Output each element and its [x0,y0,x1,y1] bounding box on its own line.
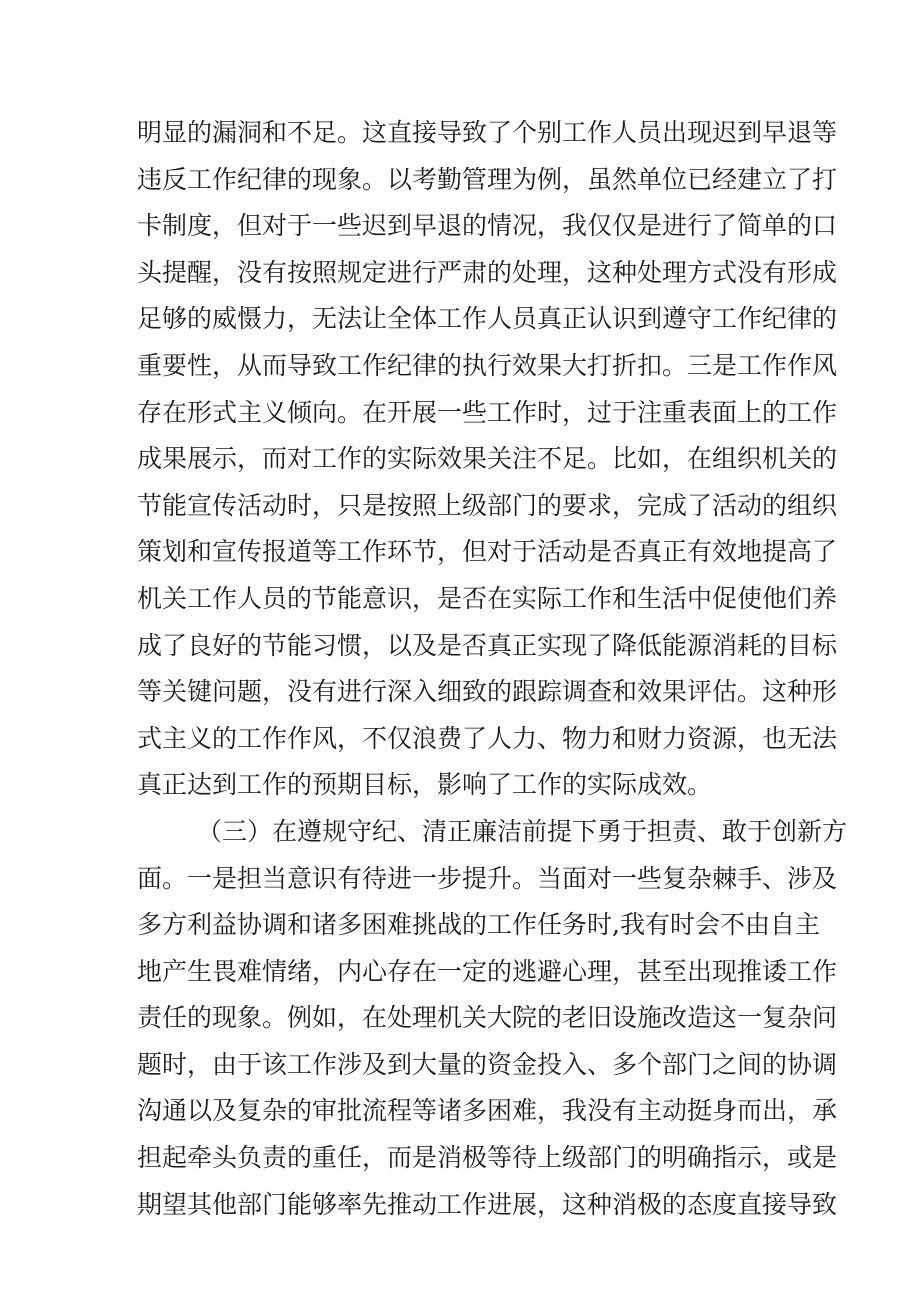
text-line: 多方利益协调和诸多困难挑战的工作任务时,我有时会不由自主 [137,910,820,940]
section-heading-line: （三）在遵规守纪、清正廉洁前提下勇于担责、敢于创新方 [197,816,848,846]
text-line: 题时，由于该工作涉及到大量的资金投入、多个部门之间的协调 [137,1049,838,1079]
text-line: 等关键问题，没有进行深入细致的跟踪调查和效果评估。这种形 [137,677,838,707]
text-line: 面。一是担当意识有待进一步提升。当面对一些复杂棘手、涉及 [137,863,838,893]
text-line: 担起牵头负责的重任，而是消极等待上级部门的明确指示，或是 [137,1143,838,1173]
text-line: 违反工作纪律的现象。以考勤管理为例，虽然单位已经建立了打 [137,164,838,194]
text-line: 节能宣传活动时，只是按照上级部门的要求，完成了活动的组织 [137,490,838,520]
text-line: 式主义的工作作风，不仅浪费了人力、物力和财力资源，也无法 [137,723,838,753]
text-line: 策划和宣传报道等工作环节，但对于活动是否真正有效地提高了 [137,537,838,567]
text-line: 沟通以及复杂的审批流程等诸多困难，我没有主动挺身而出，承 [137,1096,838,1126]
text-line: 存在形式主义倾向。在开展一些工作时，过于注重表面上的工作 [137,397,838,427]
text-line: 头提醒，没有按照规定进行严肃的处理，这种处理方式没有形成 [137,257,838,287]
text-line-paragraph-end: 真正达到工作的预期目标，影响了工作的实际成效。 [137,770,713,800]
text-line: 成果展示，而对工作的实际效果关注不足。比如，在组织机关的 [137,444,838,474]
text-line: 重要性，从而导致工作纪律的执行效果大打折扣。三是工作作风 [137,350,838,380]
text-line: 成了良好的节能习惯，以及是否真正实现了降低能源消耗的目标 [137,630,838,660]
text-line: 足够的威慑力，无法让全体工作人员真正认识到遵守工作纪律的 [137,304,838,334]
text-line: 地产生畏难情绪，内心存在一定的逃避心理，甚至出现推诿工作 [137,956,838,986]
text-line: 卡制度，但对于一些迟到早退的情况，我仅仅是进行了简单的口 [137,211,838,241]
text-line: 明显的漏洞和不足。这直接导致了个别工作人员出现迟到早退等 [137,118,838,147]
text-line: 责任的现象。例如，在处理机关大院的老旧设施改造这一复杂问 [137,1003,838,1033]
text-line: 期望其他部门能够率先推动工作进展，这种消极的态度直接导致 [137,1189,838,1219]
text-line: 机关工作人员的节能意识，是否在实际工作和生活中促使他们养 [137,583,838,613]
body-text [137,110,848,1228]
